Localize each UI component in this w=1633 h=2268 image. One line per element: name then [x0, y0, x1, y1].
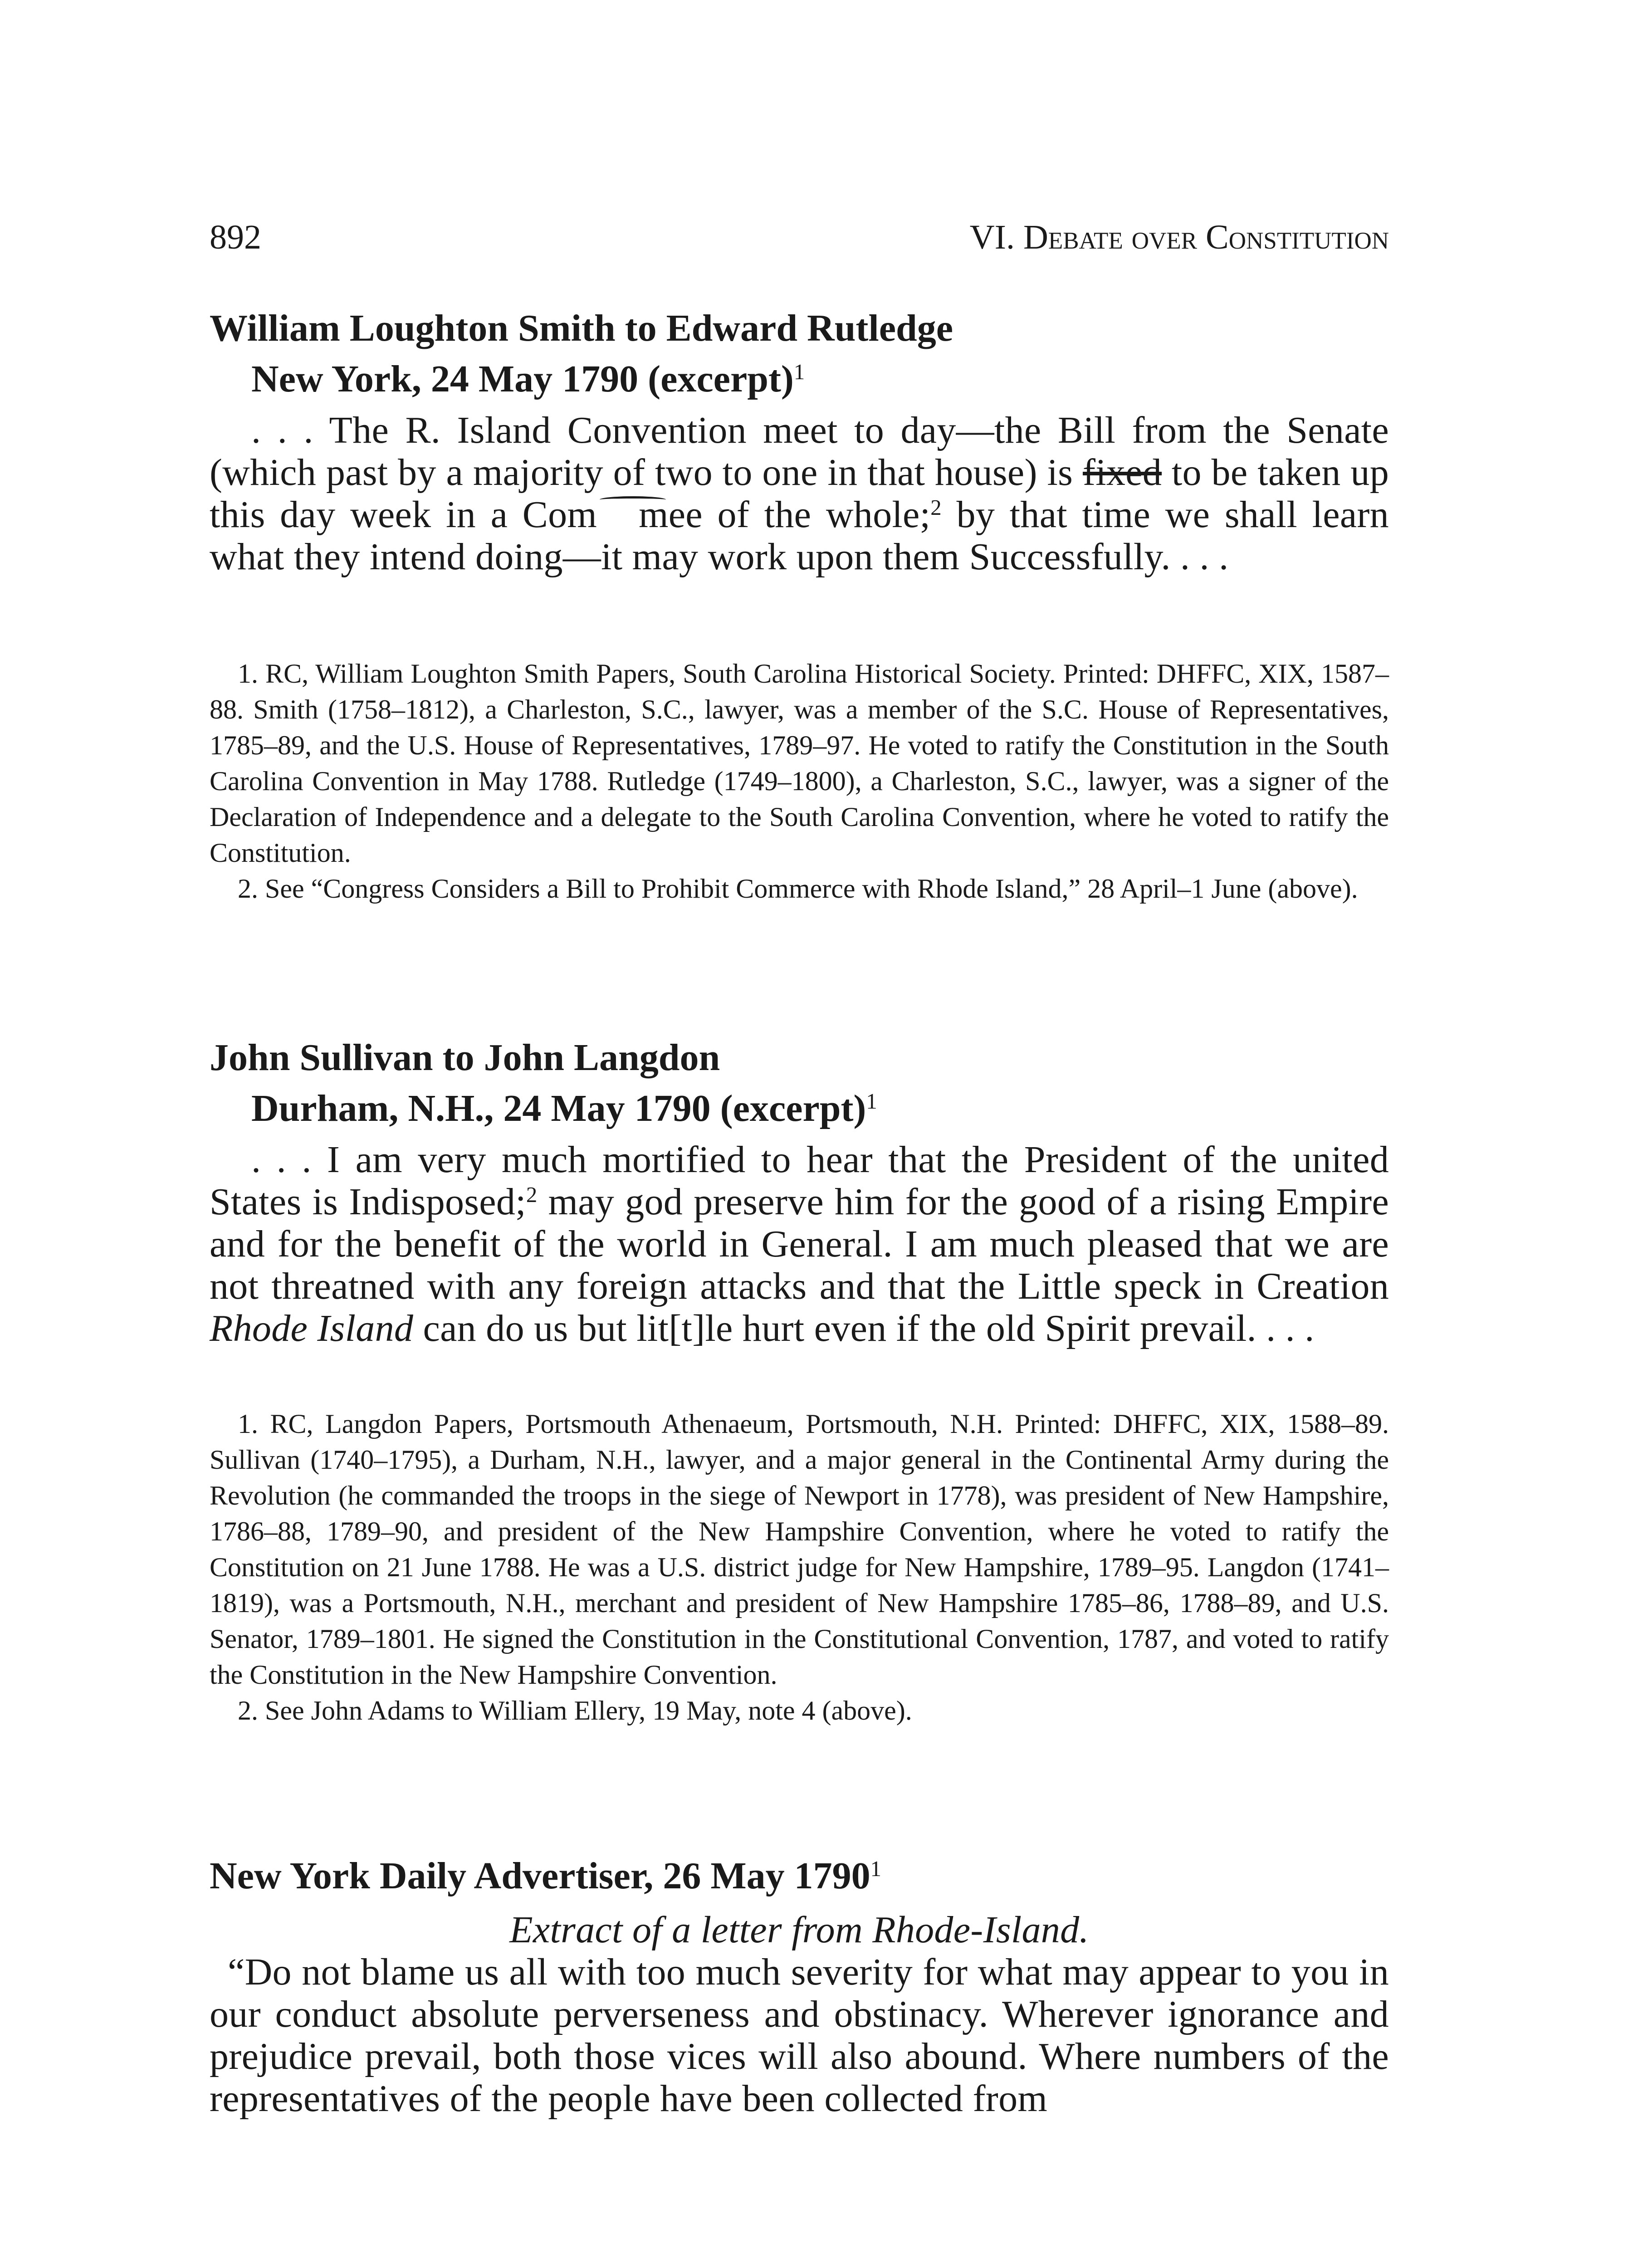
- doc2-note-2: 2. See John Adams to William Ellery, 19 May, note 4 (above).: [238, 1696, 912, 1725]
- doc1-note-2: 2. See “Congress Considers a Bill to Prohibit Commerce with Rhode Island,” 28 April–1 June (above).: [238, 874, 1358, 904]
- doc1-heading-line2: New York, 24 May 1790 (excerpt)$^1$: [251, 358, 805, 400]
- doc3-paragraph: “Do not blame us all with too much severity for what may appear to you in our conduct absolute perverseness and obstinacy. Wherever ignorance and prejudice prevail, both those vices will also abound. Where numbers of the representatives of the people have been collected from: [210, 1951, 1389, 2120]
- struck-word: fixed: [1082, 451, 1162, 494]
- doc2-heading-line1: John Sullivan to John Langdon: [210, 1036, 720, 1079]
- doc2-heading-line2: Durham, N.H., 24 May 1790 (excerpt)$^1$: [251, 1087, 877, 1129]
- doc1-paragraph: . . . The R. Island Convention meet to day—the Bill from the Senate (which past by a majority of two to one in that house) is fixed to be taken up this day week in a Com mee of the whole;$^2$ by that time we shall learn what they intend doing—it may work upon them Successfully. . . .: [210, 409, 1389, 578]
- doc3-heading-line: New York Daily Advertiser, 26 May 1790$^1$: [210, 1855, 881, 1897]
- page-number: 892: [210, 218, 261, 256]
- doc1-heading: [210, 303, 953, 405]
- tilde-letter: m: [597, 494, 669, 536]
- doc2-note-ref: 2: [526, 1183, 538, 1207]
- doc1-note-1: 1. RC, William Loughton Smith Papers, South Carolina Historical Society. Printed: DHFFC, XIX, 1587–88. Smith (1758–1812), a Charleston, S.C., lawyer, was a member of the S.C. House of Representatives, 1785–89, and the U.S. House of Representatives, 1789–97. He voted to ratify the Constitution in the South Carolina Convention in May 1788. Rutledge (1749–1800), a Charleston, S.C., lawyer, was a signer of the Declaration of Independence and a delegate to the South Carolina Convention, where he voted to ratify the Constitution.: [210, 659, 1389, 868]
- doc2-note-1: 1. RC, Langdon Papers, Portsmouth Athenaeum, Portsmouth, N.H. Printed: DHFFC, XIX, 1588–89. Sullivan (1740–1795), a Durham, N.H., lawyer, and a major general in the Continental Army during the Revolution (he commanded the troops in the siege of Newport in 1778), was president of New Hampshire, 1786–88, 1789–90, and president of the New Hampshire Convention, where he voted to ratify the Constitution on 21 June 1788. He was a U.S. district judge for New Hampshire, 1789–95. Langdon (1741–1819), was a Portsmouth, N.H., merchant and president of New Hampshire 1785–86, 1788–89, and U.S. Senator, 1789–1801. He signed the Constitution in the Constitutional Convention, 1787, and voted to ratify the Constitution in the New Hampshire Convention.: [210, 1409, 1389, 1690]
- page-header: [210, 218, 1389, 268]
- italic-place: Rhode Island: [210, 1307, 414, 1349]
- doc1-body: [210, 409, 1389, 578]
- doc1-heading-line1: William Loughton Smith to Edward Rutledge: [210, 307, 953, 349]
- doc2-heading: [210, 1032, 877, 1134]
- doc2-body: [210, 1139, 1389, 1349]
- doc2-notes: [210, 1406, 1389, 1729]
- doc1-notes: [210, 656, 1389, 907]
- doc3-subheading: Extract of a letter from Rhode-Island.: [509, 1909, 1089, 1951]
- doc3-heading: [210, 1851, 881, 1901]
- running-head: VI. Debate over Constitution: [969, 218, 1389, 256]
- doc1-note-ref: 2: [930, 495, 942, 520]
- doc3-body: [210, 1909, 1389, 2120]
- doc2-paragraph: . . . I am very much mortified to hear that the President of the united States is Indisposed;$^2$ may god preserve him for the good of a rising Empire and for the benefit of the world in General. I am much pleased that we are not threatned with any foreign attacks and that the Little speck in Creation Rhode Island can do us but lit[t]le hurt even if the old Spirit prevail. . . .: [210, 1139, 1389, 1349]
